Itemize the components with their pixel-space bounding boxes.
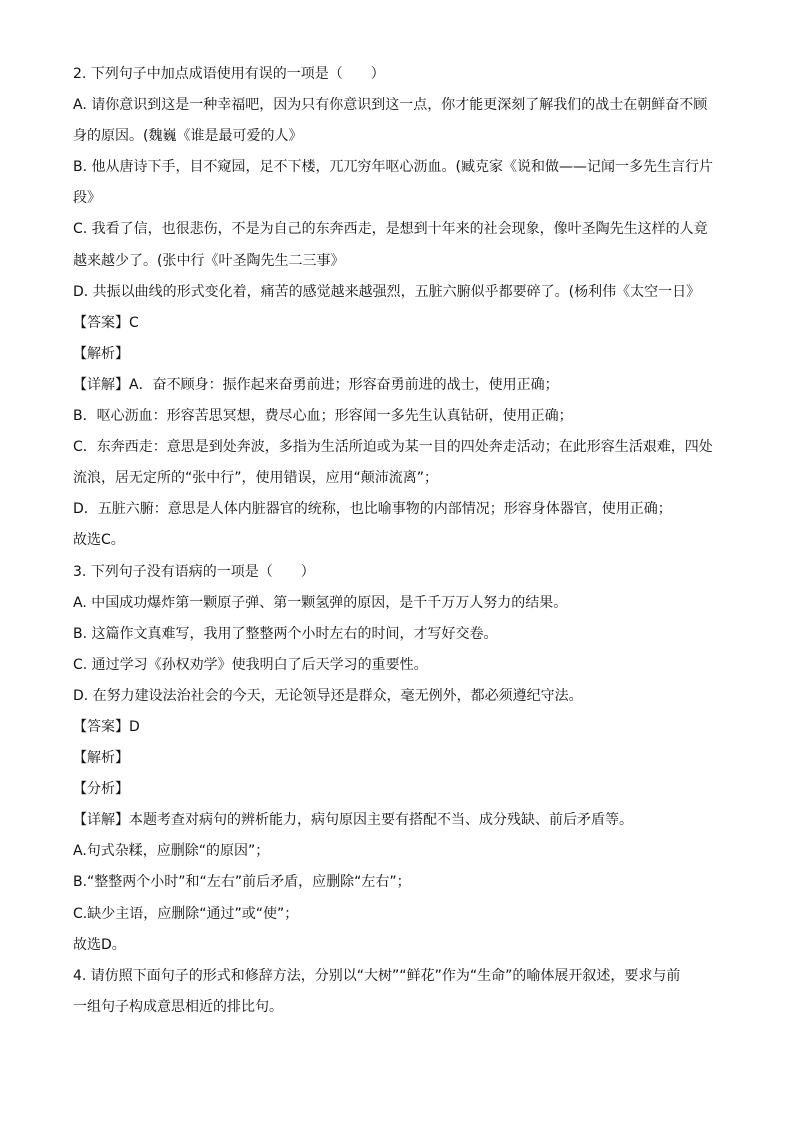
explanation-a: 【详解】A．奋不顾身：振作起来奋勇前进；形容奋勇前进的战士，使用正确； xyxy=(73,376,559,393)
answer-label: 【答案】C xyxy=(73,314,139,331)
option-a-line-2: 身的原因。(魏巍《谁是最可爱的人》 xyxy=(73,128,303,145)
q3-explanation-intro: 【详解】本题考查对病句的辨析能力，病句原因主要有搭配不当、成分残缺、前后矛盾等。 xyxy=(73,812,633,829)
q3-option-d: D. 在努力建设法治社会的今天，无论领导还是群众，毫无例外，都必须遵纪守法。 xyxy=(73,687,583,704)
option-a-line-1: A. 请你意识到这是一种幸福吧，因为只有你意识到这一点，你才能更深刻了解我们的战士在朝鲜奋不顾 xyxy=(73,97,708,114)
q3-option-c: C. 通过学习《孙权劝学》使我明白了后天学习的重要性。 xyxy=(73,656,428,673)
q3-option-b: B. 这篇作文真难写，我用了整整两个小时左右的时间，才写好交卷。 xyxy=(73,625,498,642)
q3-answer-label: 【答案】D xyxy=(73,718,140,735)
analysis-label: 【解析】 xyxy=(73,345,129,362)
q3-option-a: A. 中国成功爆炸第一颗原子弹、第一颗氢弹的原因，是千千万万人努力的结果。 xyxy=(73,594,568,611)
q3-choice-conclusion: 故选D。 xyxy=(73,936,126,953)
document-body xyxy=(73,64,723,1028)
option-b-line-2: 段》 xyxy=(73,190,101,207)
option-c-line-2: 越来越少了。(张中行《叶圣陶先生二三事》 xyxy=(73,252,345,269)
q3-breakdown-label: 【分析】 xyxy=(73,781,129,798)
question-2-stem: 2. 下列句子中加点成语使用有误的一项是（ ） xyxy=(73,66,385,82)
choice-conclusion: 故选C。 xyxy=(73,532,125,549)
q3-explanation-b: B.“整整两个小时”和“左右”前后矛盾，应删除“左右”； xyxy=(73,874,411,891)
option-b-line-1: B. 他从唐诗下手，目不窥园，足不下楼，兀兀穷年呕心沥血。(臧克家《说和做——记闻一多先生言行片 xyxy=(73,159,713,176)
explanation-c-line-1: C．东奔西走：意思是到处奔波，多指为生活所迫或为某一目的四处奔走活动；在此形容生活艰难，四处 xyxy=(73,439,713,456)
q3-analysis-label: 【解析】 xyxy=(73,750,129,767)
option-d-line: D. 共振以曲线的形式变化着，痛苦的感觉越来越强烈，五脏六腑似乎都要碎了。(杨利伟《太空一日》 xyxy=(73,283,701,300)
q3-explanation-a: A.句式杂糅，应删除“的原因”； xyxy=(73,843,270,860)
option-c-line-1: C. 我看了信，也很悲伤，不是为自己的东奔西走，是想到十年来的社会现象，像叶圣陶先生这样的人竟 xyxy=(73,221,708,238)
explanation-d: D．五脏六腑：意思是人体内脏器官的统称，也比喻事物的内部情况；形容身体器官，使用正确； xyxy=(73,501,672,518)
question-4-line-2: 一组句子构成意思相近的排比句。 xyxy=(73,998,283,1015)
explanation-b: B．呕心沥血：形容苦思冥想，费尽心血；形容闻一多先生认真钻研，使用正确； xyxy=(73,408,573,425)
q3-explanation-c: C.缺少主语，应删除“通过”或“使”； xyxy=(73,905,299,922)
question-3-stem: 3. 下列句子没有语病的一项是（ ） xyxy=(73,563,315,580)
question-4-line-1: 4. 请仿照下面句子的形式和修辞方法，分别以“大树”“鲜花”作为“生命”的喻体展开叙述，要求与前 xyxy=(73,967,681,984)
explanation-c-line-2: 流浪，居无定所的“张中行”，使用错误，应用“颠沛流离”； xyxy=(73,470,439,487)
